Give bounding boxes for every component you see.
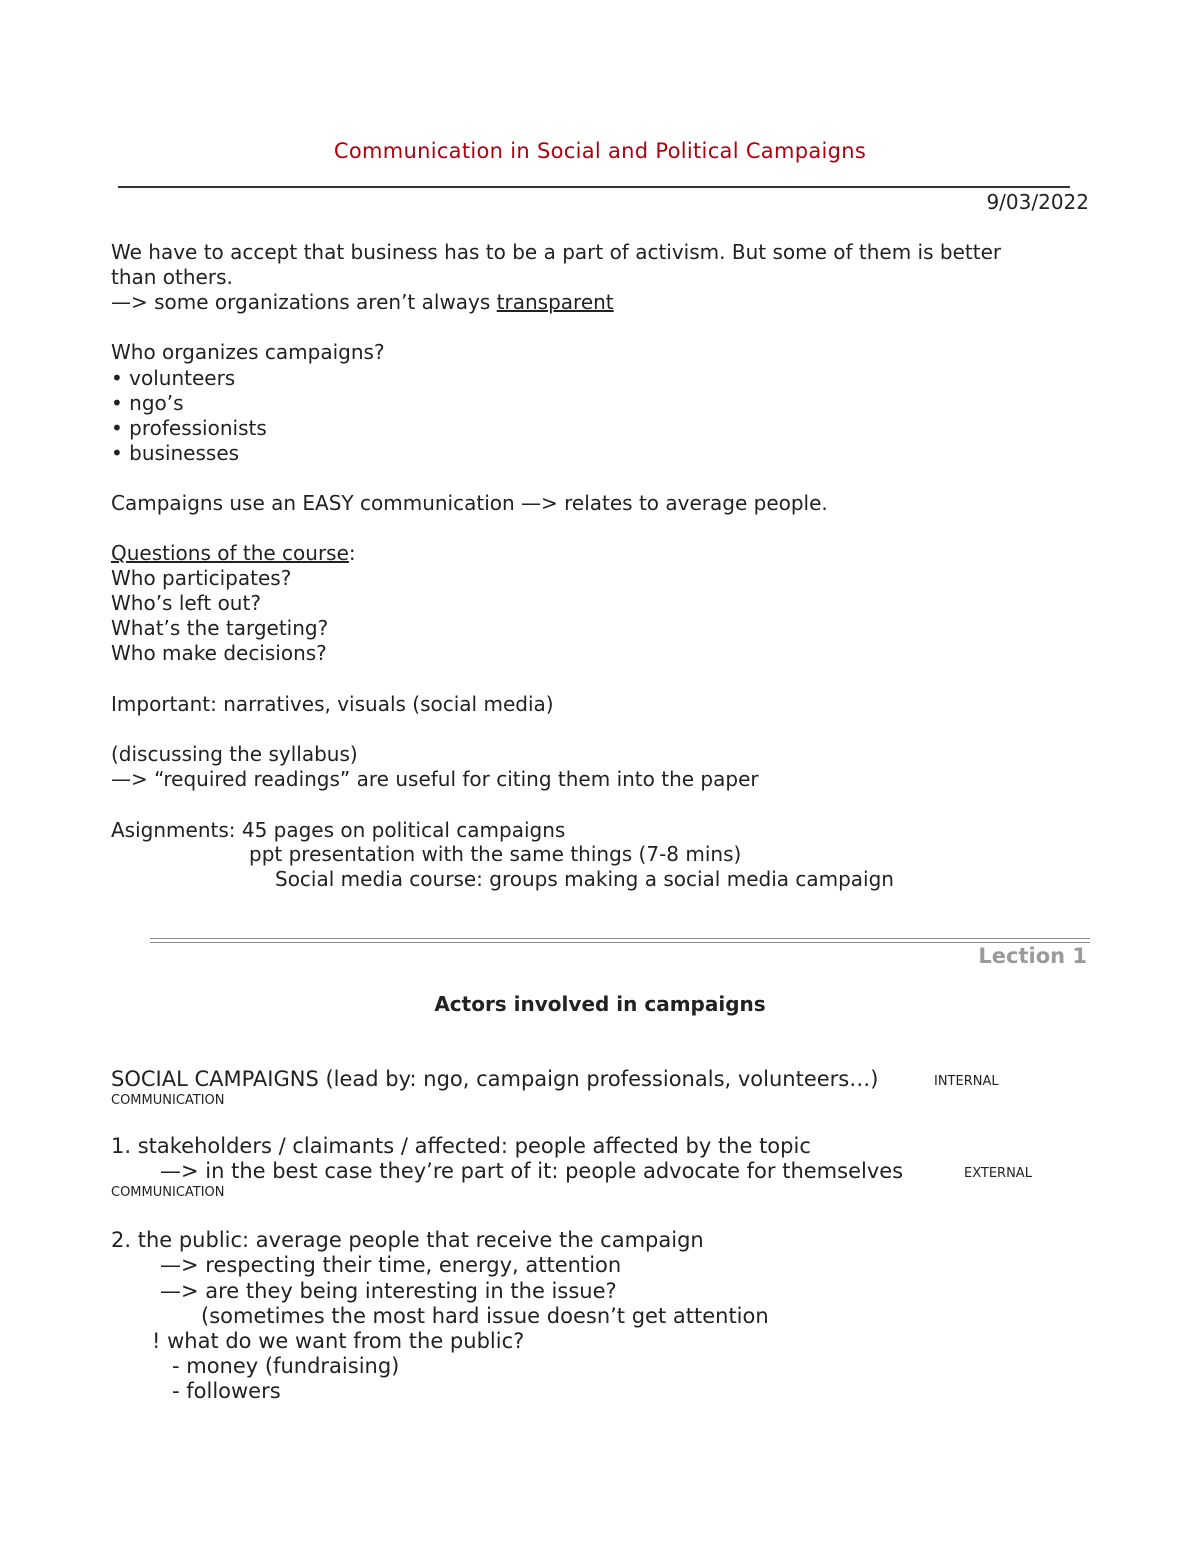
important-line: Important: narratives, visuals (social media)	[111, 692, 554, 716]
intro-line-1: We have to accept that business has to be a part of activism. But some of them is better	[111, 240, 1002, 264]
date: 9/03/2022	[986, 190, 1089, 214]
question-item: Who’s left out?	[111, 591, 261, 615]
intro-line-3-prefix: —> some organizations aren’t always	[111, 290, 497, 314]
assignments-line-1: Asignments: 45 pages on political campaigns	[111, 818, 566, 842]
list-item: • volunteers	[111, 366, 236, 390]
assignments-line-2: ppt presentation with the same things (7-8 mins)	[249, 842, 742, 866]
public-line-1: 2. the public: average people that receive the campaign	[111, 1228, 704, 1252]
transparent-underlined: transparent	[496, 290, 614, 314]
public-line-6: - money (fundraising)	[172, 1354, 400, 1378]
intro-line-2: than others.	[111, 265, 233, 289]
organizers-question: Who organizes campaigns?	[111, 340, 385, 364]
stakeholders-line-1: 1. stakeholders / claimants / affected: people affected by the topic	[111, 1134, 811, 1158]
bullet-icon: •	[111, 366, 123, 390]
communication-tag-2: COMMUNICATION	[111, 1185, 225, 1200]
questions-heading: Questions of the course:	[111, 541, 356, 565]
external-tag: EXTERNAL	[964, 1166, 1032, 1181]
bullet-icon: •	[111, 391, 123, 415]
list-item: • ngo’s	[111, 391, 184, 415]
public-line-5: ! what do we want from the public?	[152, 1329, 525, 1353]
question-item: Who participates?	[111, 566, 292, 590]
list-item: • businesses	[111, 441, 240, 465]
bullet-icon: •	[111, 441, 123, 465]
lection-label: Lection 1	[978, 944, 1087, 968]
syllabus-line-1: (discussing the syllabus)	[111, 742, 358, 766]
bullet-icon: •	[111, 416, 123, 440]
stakeholders-line-2: —> in the best case they’re part of it: people advocate for themselves	[160, 1159, 904, 1183]
communication-tag: COMMUNICATION	[111, 1093, 225, 1108]
document-title: Communication in Social and Political Campaigns	[333, 139, 867, 163]
assignments-line-3: Social media course: groups making a social media campaign	[275, 867, 894, 891]
public-line-4: (sometimes the most hard issue doesn’t get attention	[201, 1304, 769, 1328]
section-heading: Actors involved in campaigns	[434, 992, 766, 1016]
public-line-7: - followers	[172, 1379, 281, 1403]
list-item: • professionists	[111, 416, 267, 440]
easy-communication-line: Campaigns use an EASY communication —> relates to average people.	[111, 491, 828, 515]
social-campaigns-line: SOCIAL CAMPAIGNS (lead by: ngo, campaign professionals, volunteers…)	[111, 1067, 879, 1091]
public-line-2: —> respecting their time, energy, attention	[160, 1253, 622, 1277]
question-item: Who make decisions?	[111, 641, 327, 665]
public-line-3: —> are they being interesting in the issue?	[160, 1279, 617, 1303]
title-divider	[118, 186, 1070, 188]
section-divider	[150, 938, 1090, 943]
question-item: What’s the targeting?	[111, 616, 329, 640]
intro-line-3	[111, 290, 614, 315]
syllabus-line-2: —> “required readings” are useful for citing them into the paper	[111, 767, 759, 791]
internal-tag: INTERNAL	[934, 1074, 999, 1089]
